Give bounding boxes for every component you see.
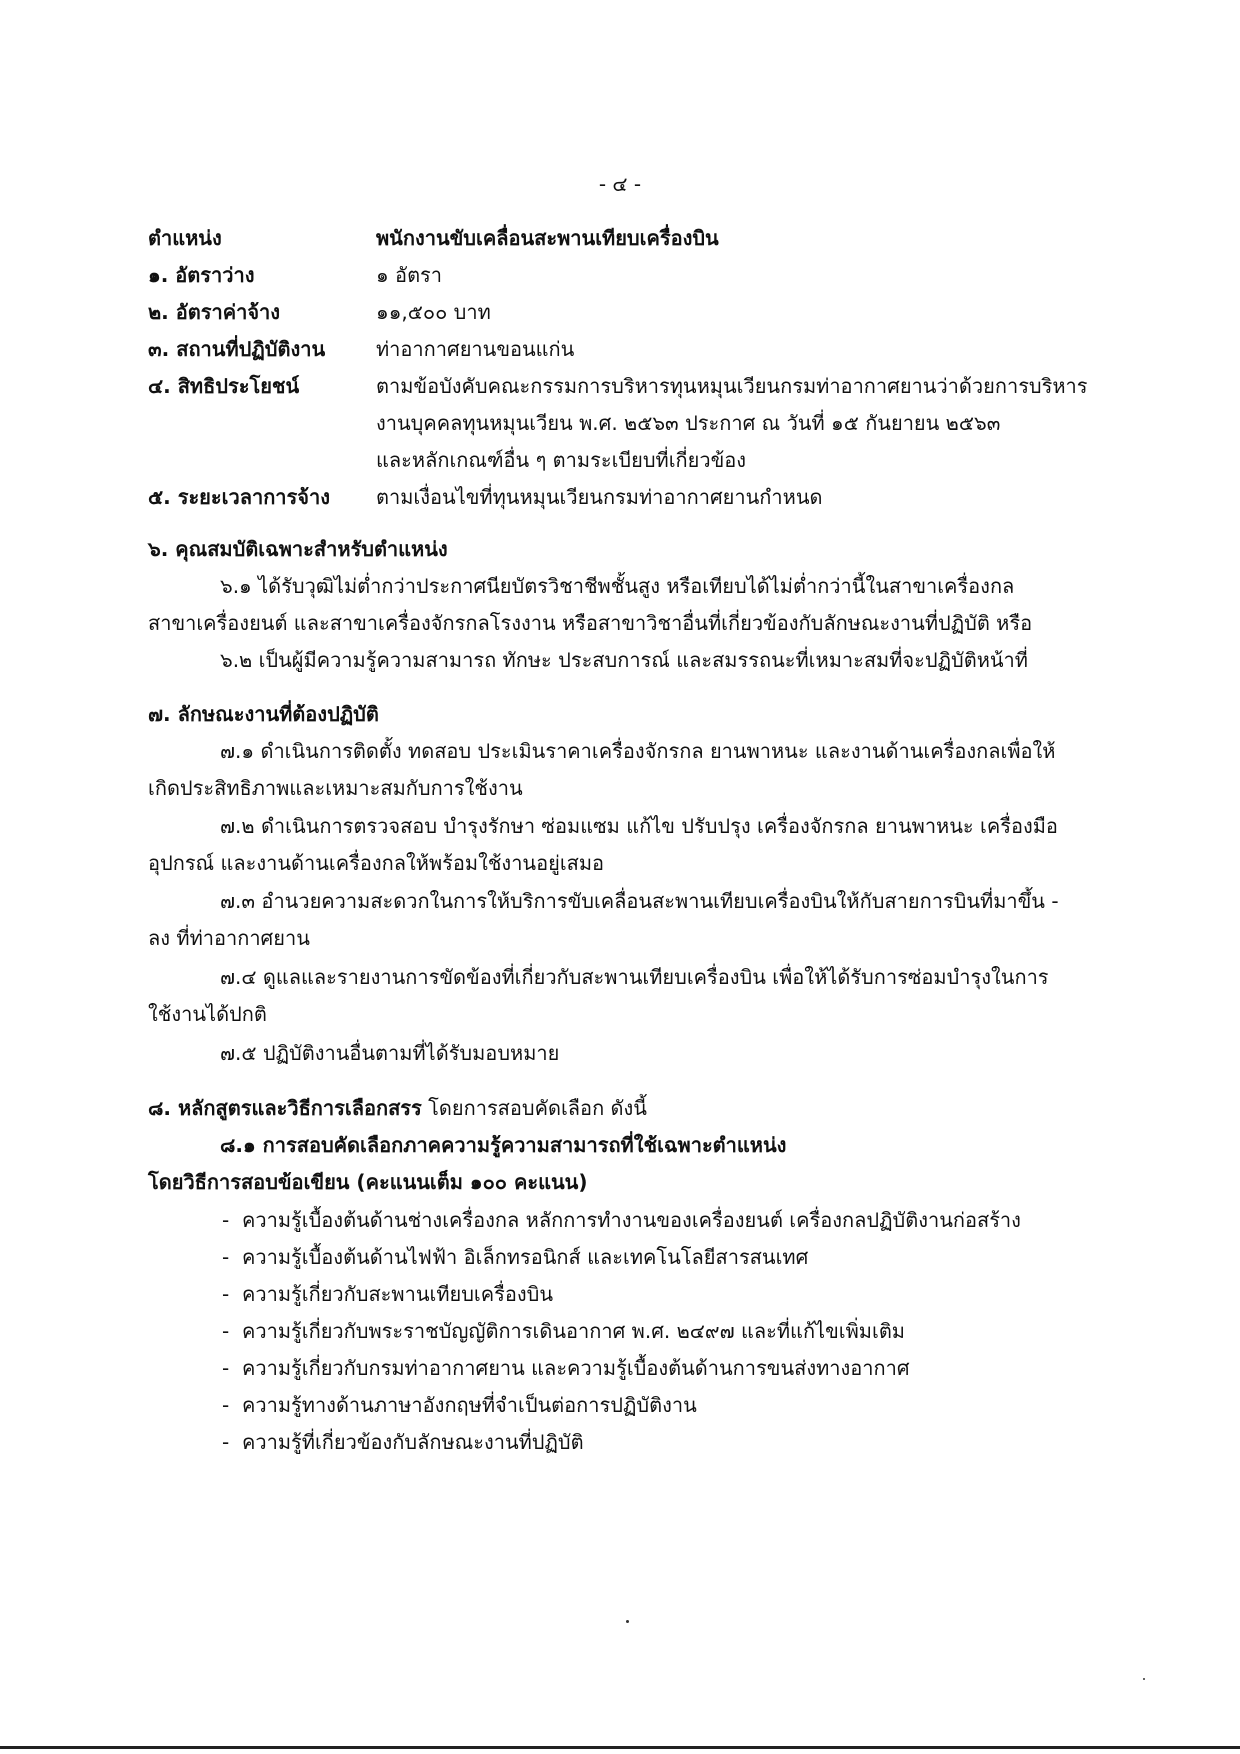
info-label: ๒. อัตราค่าจ้าง (148, 300, 281, 324)
list-item: - ความรู้ที่เกี่ยวข้องกับลักษณะงานที่ปฏิบัติ (222, 1430, 584, 1454)
info-value: ๑ อัตรา (376, 263, 443, 287)
section-8-title-bold: ๘. หลักสูตรและวิธีการเลือกสรร (148, 1096, 422, 1120)
info-value: ตามข้อบังคับคณะกรรมการบริหารทุนหมุนเวียนกรมท่าอากาศยานว่าด้วยการบริหาร งานบุคคลทุนหมุนเวียน พ.ศ. ๒๕๖๓ ประกาศ ณ วันที่ ๑๕ กันยายน ๒๕๖๓ และหลักเกณฑ์อื่น ๆ ตามระเบียบที่เกี่ยวข้อง (376, 374, 1088, 472)
info-row-wage (148, 294, 1098, 331)
info-value: ตามเงื่อนไขที่ทุนหมุนเวียนกรมท่าอากาศยานกำหนด (376, 485, 823, 509)
section-6-paragraph-1: ๖.๑ ได้รับวุฒิไม่ต่ำกว่าประกาศนียบัตรวิชาชีพชั้นสูง หรือเทียบได้ไม่ต่ำกว่านี้ในสาขาเครื่องกล สาขาเครื่องยนต์ และสาขาเครื่องจักรกลโรงงาน หรือสาขาวิชาอื่นที่เกี่ยวข้องกับลักษณะงานที่ปฏิบัติ หรือ (148, 574, 1033, 635)
scan-speck (1143, 1678, 1145, 1680)
info-row-benefits (148, 368, 1098, 479)
section-7-paragraph-1: ๗.๑ ดำเนินการติดตั้ง ทดสอบ ประเมินราคาเครื่องจักรกล ยานพาหนะ และงานด้านเครื่องกลเพื่อให้ เกิดประสิทธิภาพและเหมาะสมกับการใช้งาน (148, 739, 1056, 800)
info-label: ๑. อัตราว่าง (148, 263, 255, 287)
info-label: ๓. สถานที่ปฏิบัติงาน (148, 337, 326, 361)
section-6-title: ๖. คุณสมบัติเฉพาะสำหรับตำแหน่ง (148, 537, 448, 561)
section-8-subheading: ๘.๑ การสอบคัดเลือกภาคความรู้ความสามารถที่ใช้เฉพาะตำแหน่ง โดยวิธีการสอบข้อเขียน (คะแนนเต็ม ๑๐๐ คะแนน) (148, 1133, 787, 1194)
list-item: - ความรู้เกี่ยวกับพระราชบัญญัติการเดินอากาศ พ.ศ. ๒๔๙๗ และที่แก้ไขเพิ่มเติม (222, 1319, 905, 1343)
list-item: - ความรู้ทางด้านภาษาอังกฤษที่จำเป็นต่อการปฏิบัติงาน (222, 1393, 697, 1417)
section-7-title: ๗. ลักษณะงานที่ต้องปฏิบัติ (148, 702, 379, 726)
list-item: - ความรู้เกี่ยวกับกรมท่าอากาศยาน และความรู้เบื้องต้นด้านการขนส่งทางอากาศ (222, 1356, 910, 1380)
info-value: ๑๑,๕๐๐ บาท (376, 300, 491, 324)
info-row-vacancy (148, 257, 1098, 294)
section-8-title (148, 1090, 647, 1127)
section-7-paragraph-5: ๗.๕ ปฏิบัติงานอื่นตามที่ได้รับมอบหมาย (220, 1041, 560, 1065)
section-8-title-rest: โดยการสอบคัดเลือก ดังนี้ (421, 1096, 647, 1120)
position-info (148, 220, 1098, 516)
section-6-paragraph-2: ๖.๒ เป็นผู้มีความรู้ความสามารถ ทักษะ ประสบการณ์ และสมรรถนะที่เหมาะสมที่จะปฏิบัติหน้าที่ (220, 648, 1028, 672)
info-label: ๔. สิทธิประโยชน์ (148, 374, 300, 398)
exam-topic-list (222, 1202, 1021, 1461)
info-row-position (148, 220, 1098, 257)
list-item: - ความรู้เบื้องต้นด้านไฟฟ้า อิเล็กทรอนิกส์ และเทคโนโลยีสารสนเทศ (222, 1245, 809, 1269)
scan-edge-line (0, 1746, 1240, 1749)
list-item: - ความรู้เบื้องต้นด้านช่างเครื่องกล หลักการทำงานของเครื่องยนต์ เครื่องกลปฏิบัติงานก่อสร้าง (222, 1208, 1021, 1232)
info-label: ตำแหน่ง (148, 226, 222, 250)
info-label: ๕. ระยะเวลาการจ้าง (148, 485, 330, 509)
info-value: พนักงานขับเคลื่อนสะพานเทียบเครื่องบิน (376, 226, 719, 250)
section-7-paragraph-4: ๗.๔ ดูแลและรายงานการขัดข้องที่เกี่ยวกับสะพานเทียบเครื่องบิน เพื่อให้ได้รับการซ่อมบำรุงในการ ใช้งานได้ปกติ (148, 965, 1049, 1026)
section-7-paragraph-2: ๗.๒ ดำเนินการตรวจสอบ บำรุงรักษา ซ่อมแซม แก้ไข ปรับปรุง เครื่องจักรกล ยานพาหนะ เครื่องมือ อุปกรณ์ และงานด้านเครื่องกลให้พร้อมใช้งานอยู่เสมอ (148, 814, 1058, 875)
info-value: ท่าอากาศยานขอนแก่น (376, 337, 575, 361)
info-row-workplace (148, 331, 1098, 368)
page-number: - ๔ - (598, 172, 642, 196)
section-7-paragraph-3: ๗.๓ อำนวยความสะดวกในการให้บริการขับเคลื่อนสะพานเทียบเครื่องบินให้กับสายการบินที่มาขึ้น - ลง ที่ท่าอากาศยาน (148, 889, 1059, 950)
info-row-duration (148, 479, 1098, 516)
scan-speck (626, 1620, 629, 1623)
list-item: - ความรู้เกี่ยวกับสะพานเทียบเครื่องบิน (222, 1282, 554, 1306)
